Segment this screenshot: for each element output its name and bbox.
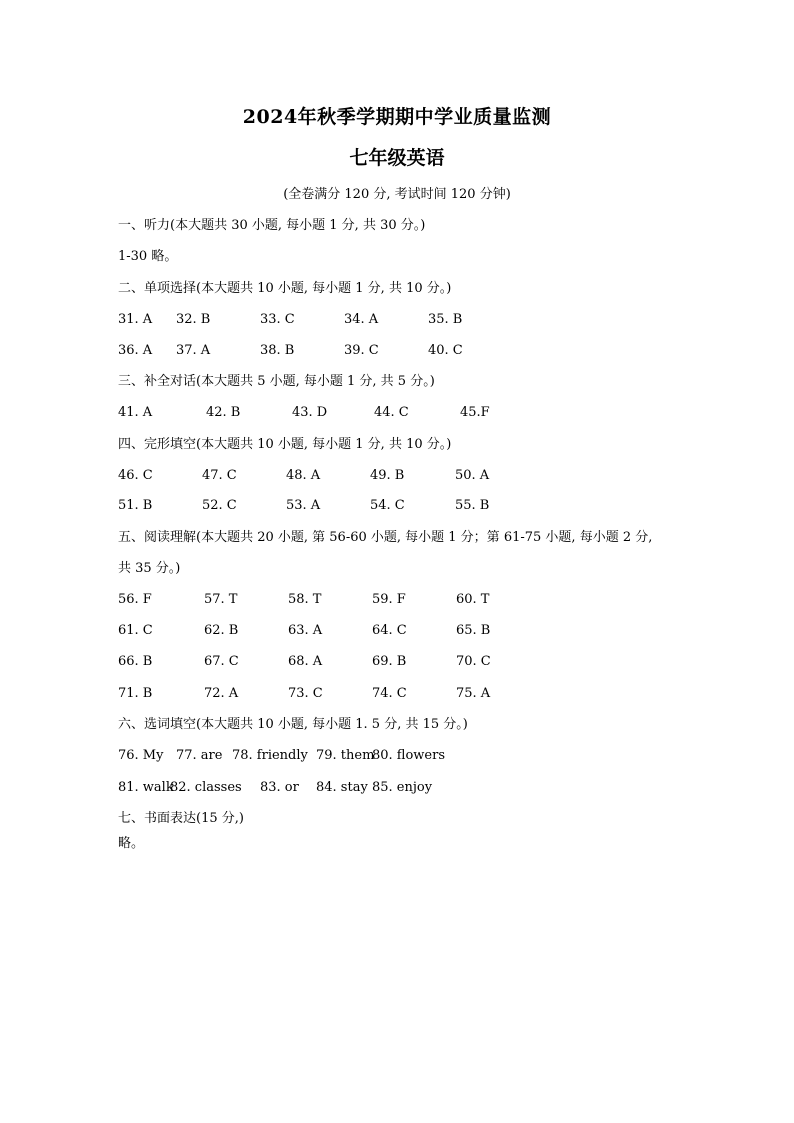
section-heading-reading: 五、阅读理解(本大题共 20 小题, 第 56-60 小题, 每小题 1 分；第 61-75 小题, 每小题 2 分, (118, 530, 653, 545)
answer-item: 32. B (176, 312, 211, 327)
section-heading-listening: 一、听力(本大题共 30 小题, 每小题 1 分, 共 30 分。) (118, 218, 426, 233)
answer-item: 44. C (374, 405, 409, 420)
answer-item: 48. A (286, 468, 321, 483)
answer-item: 66. B (118, 654, 153, 669)
answer-item: 61. C (118, 623, 153, 638)
answer-item: 39. C (344, 343, 379, 358)
section-heading-dialogue: 三、补全对话(本大题共 5 小题, 每小题 1 分, 共 5 分。) (118, 374, 435, 389)
answer-item: 55. B (455, 498, 490, 513)
answer-item: 85. enjoy (372, 780, 433, 795)
answer-item: 81. walk (118, 780, 174, 795)
answer-item: 84. stay (316, 780, 368, 795)
answer-item: 68. A (288, 654, 323, 669)
answer-item: 49. B (370, 468, 405, 483)
answer-item: 31. A (118, 312, 153, 327)
answer-item: 37. A (176, 343, 211, 358)
answer-item: 41. A (118, 405, 153, 420)
answer-item: 72. A (204, 686, 239, 701)
answer-item: 59. F (372, 592, 406, 607)
section-body-listening: 1-30 略。 (118, 249, 178, 264)
section-heading-cloze: 四、完形填空(本大题共 10 小题, 每小题 1 分, 共 10 分。) (118, 437, 452, 452)
answer-item: 65. B (456, 623, 491, 638)
section-heading-single-choice: 二、单项选择(本大题共 10 小题, 每小题 1 分, 共 10 分。) (118, 281, 452, 296)
answer-item: 79. them (316, 748, 375, 763)
answer-item: 70. C (456, 654, 491, 669)
answer-item: 54. C (370, 498, 405, 513)
answer-item: 71. B (118, 686, 153, 701)
answer-item: 51. B (118, 498, 153, 513)
answer-item: 45.F (460, 405, 490, 420)
answer-item: 35. B (428, 312, 463, 327)
answer-item: 73. C (288, 686, 323, 701)
answer-item: 56. F (118, 592, 152, 607)
answer-item: 58. T (288, 592, 322, 607)
answer-item: 43. D (292, 405, 328, 420)
answer-item: 33. C (260, 312, 295, 327)
answer-item: 38. B (260, 343, 295, 358)
answer-item: 80. flowers (372, 748, 446, 763)
exam-note: (全卷满分 120 分, 考试时间 120 分钟) (283, 187, 511, 202)
answer-item: 52. C (202, 498, 237, 513)
answer-item: 50. A (455, 468, 490, 483)
section-heading-writing: 七、书面表达(15 分,) (118, 811, 244, 826)
answer-item: 34. A (344, 312, 379, 327)
answer-item: 36. A (118, 343, 153, 358)
page-subject: 七年级英语 (349, 147, 445, 169)
answer-item: 69. B (372, 654, 407, 669)
answer-item: 57. T (204, 592, 238, 607)
answer-item: 77. are (176, 748, 223, 763)
answer-item: 46. C (118, 468, 153, 483)
answer-item: 74. C (372, 686, 407, 701)
answer-item: 60. T (456, 592, 490, 607)
answer-item: 53. A (286, 498, 321, 513)
answer-item: 47. C (202, 468, 237, 483)
answer-item: 42. B (206, 405, 241, 420)
answer-item: 63. A (288, 623, 323, 638)
answer-item: 75. A (456, 686, 491, 701)
answer-item: 76. My (118, 748, 164, 763)
section-heading-word-fill: 六、选词填空(本大题共 10 小题, 每小题 1. 5 分, 共 15 分。) (118, 717, 468, 732)
section-body-writing: 略。 (118, 836, 145, 851)
answer-item: 67. C (204, 654, 239, 669)
answer-item: 82. classes (170, 780, 242, 795)
answer-item: 78. friendly (232, 748, 308, 763)
page-title: 2024年秋季学期期中学业质量监测 (242, 106, 552, 128)
answer-item: 83. or (260, 780, 299, 795)
answer-item: 62. B (204, 623, 239, 638)
section-heading-reading-cont: 共 35 分。) (118, 561, 181, 576)
answer-item: 64. C (372, 623, 407, 638)
answer-item: 40. C (428, 343, 463, 358)
